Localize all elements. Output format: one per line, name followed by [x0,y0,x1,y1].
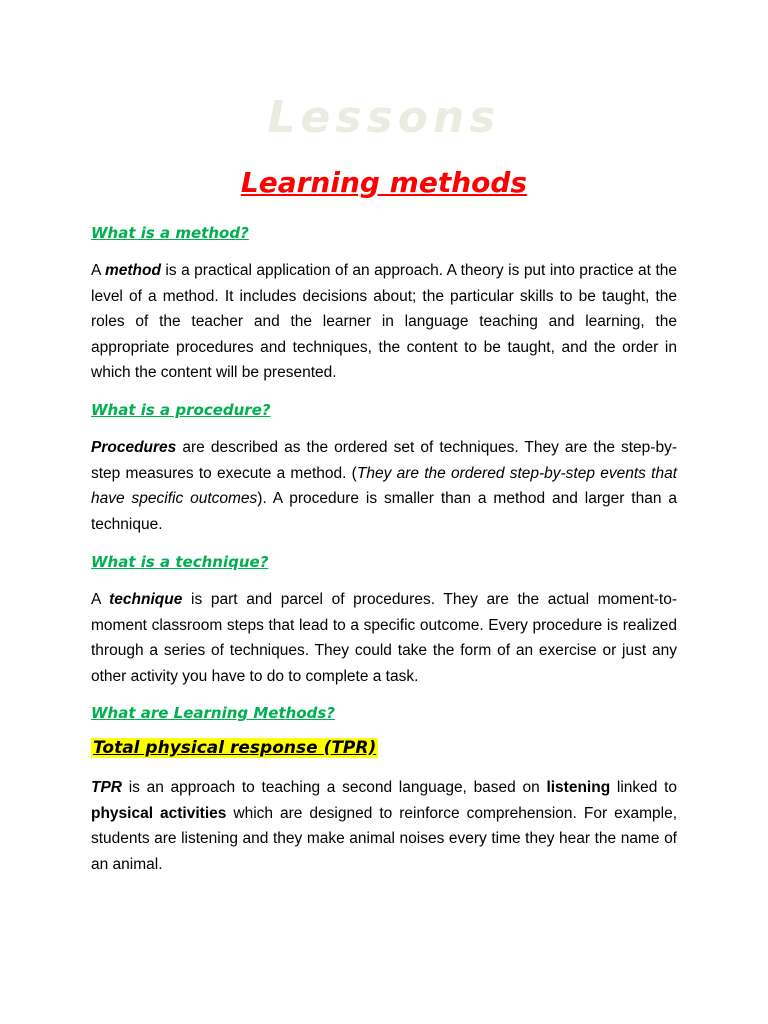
physical-activities-term: physical activities [91,804,227,822]
question-technique-heading: What is a technique? [91,553,269,571]
method-paragraph [91,258,677,386]
text-run: linked to [610,779,677,796]
page-title: Learning methods [240,166,528,199]
text-run: A [91,262,105,279]
text-run: which are designed to reinforce comprehension. For example, students are listening and they make animal noises every time they hear the name of an animal. [91,804,678,873]
question-learning-methods-heading: What are Learning Methods? [91,704,335,722]
lessons-watermark: Lessons [267,92,501,143]
technique-paragraph [91,587,677,689]
listening-term: listening [546,779,611,796]
question-procedure-heading: What is a procedure? [91,401,271,419]
procedures-term: Procedures [91,439,177,456]
text-run: ). A procedure is smaller than a method and larger than a technique. [91,490,677,533]
technique-term: technique [109,591,183,608]
question-method-heading: What is a method? [91,224,249,242]
tpr-heading: Total physical response (TPR) [93,738,377,758]
text-run: is a practical application of an approach. A theory is put into practice at the level of a method. It includes decisions about; the particular skills to be taught, the roles of the teacher and the learner in language teaching and learning, the appropriate procedures and techniques, the content to be taught, and the order in which the content will be presented. [91,262,677,381]
tpr-paragraph [91,775,677,877]
method-term: method [104,262,161,279]
text-run: is an approach to teaching a second language, based on [122,779,547,796]
tpr-term: TPR [91,779,122,796]
procedure-paragraph [91,435,677,537]
text-run: A [91,591,110,608]
text-run: are described as the ordered set of techniques. They are the step-by-step measures to execute a method. ( [91,439,677,482]
italic-aside: They are the ordered step-by-step events that have specific outcomes [91,464,677,507]
text-run: is part and parcel of procedures. They are the actual moment-to-moment classroom steps that lead to a specific outcome. Every procedure is realized through a series of techniques. They could take the form of an exercise or just any other activity you have to do to complete a task. [91,591,677,685]
